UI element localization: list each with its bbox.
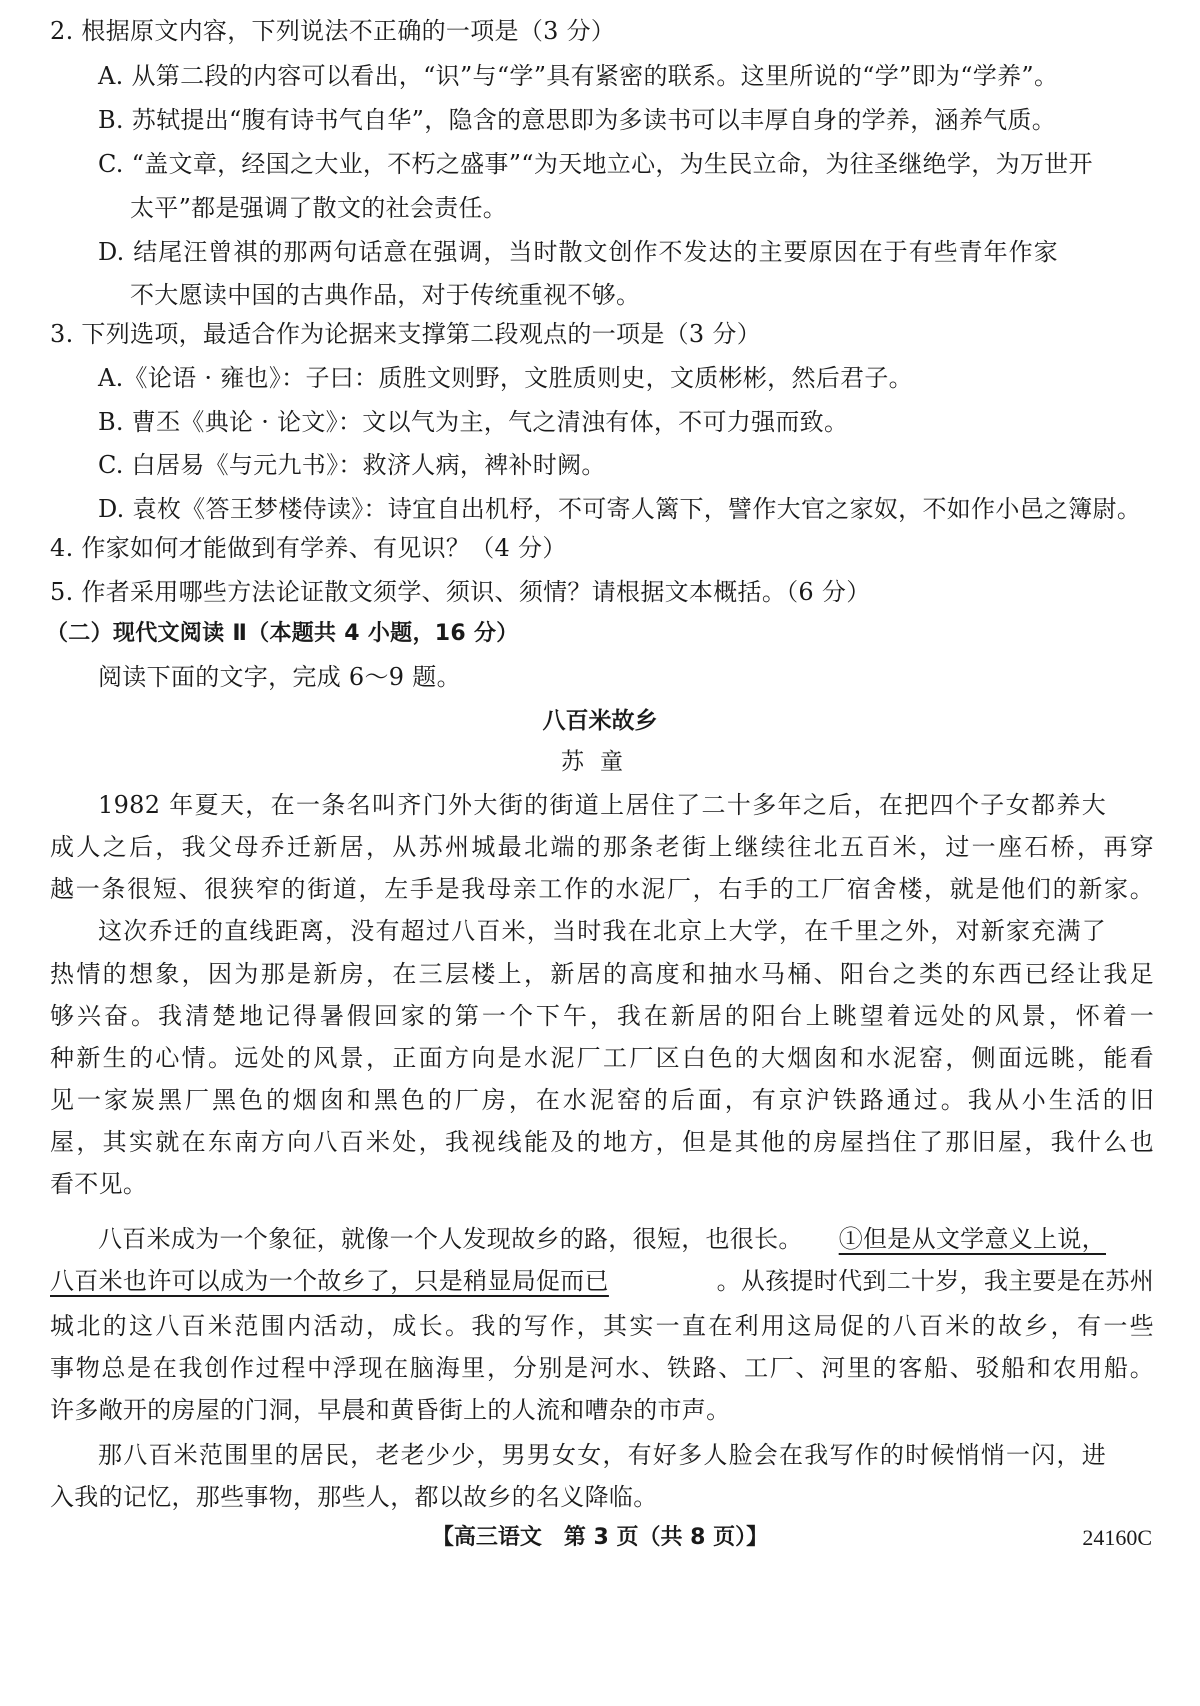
section-instruction: 阅读下面的文字，完成 6～9 题。 bbox=[98, 663, 461, 691]
question-3-stem: 3. 下列选项，最适合作为论据来支撑第二段观点的一项是（3 分） bbox=[50, 320, 762, 348]
p4-line-1: 那八百米范围里的居民，老老少少，男男女女，有好多人脸会在我写作的时候悄悄一闪，进 bbox=[98, 1441, 1106, 1469]
question-3-option-a: A.《论语 · 雍也》：子曰：质胜文则野，文胜质则史，文质彬彬，然后君子。 bbox=[98, 364, 913, 392]
question-3-option-c: C. 白居易《与元九书》：救济人病，裨补时阙。 bbox=[98, 451, 606, 479]
section-heading: （二）现代文阅读 Ⅱ（本题共 4 小题，16 分） bbox=[46, 621, 519, 646]
p2-line-4: 种新生的心情。远处的风景，正面方向是水泥厂工厂区白色的大烟囱和水泥窑，侧面远眺，能看 bbox=[50, 1044, 1154, 1072]
p3-line-3: 城北的这八百米范围内活动，成长。我的写作，其实一直在利用这局促的八百米的故乡，有一些 bbox=[50, 1312, 1154, 1340]
page-footer-label: 【高三语文 第 3 页（共 8 页）】 bbox=[431, 1525, 769, 1550]
p3-underlined-sentence-part2: 八百米也许可以成为一个故乡了，只是稍显局促而已 bbox=[50, 1267, 609, 1295]
question-2-option-c-line1: C. “盖文章，经国之大业，不朽之盛事”“为天地立心，为生民立命，为往圣继绝学，为万世开 bbox=[98, 150, 1093, 178]
question-5: 5. 作者采用哪些方法论证散文须学、须识、须情？请根据文本概括。（6 分） bbox=[50, 578, 871, 606]
p1-line-2: 成人之后，我父母乔迁新居，从苏州城最北端的那条老街上继续往北五百米，过一座石桥，再穿 bbox=[50, 833, 1154, 861]
article-author: 苏童 bbox=[561, 749, 639, 775]
question-2-option-d-line2: 不大愿读中国的古典作品，对于传统重视不够。 bbox=[130, 281, 641, 309]
p3-line-1-text: 八百米成为一个象征，就像一个人发现故乡的路，很短，也很长。 bbox=[98, 1225, 803, 1253]
p3-underlined-sentence-part1: ①但是从文学意义上说， bbox=[838, 1225, 1106, 1253]
p1-line-3: 越一条很短、很狭窄的街道，左手是我母亲工作的水泥厂，右手的工厂宿舍楼，就是他们的新家。 bbox=[50, 875, 1154, 903]
p3-line-2 bbox=[50, 1264, 1154, 1298]
p3-line-4: 事物总是在我创作过程中浮现在脑海里，分别是河水、铁路、工厂、河里的客船、驳船和农用船。 bbox=[50, 1354, 1154, 1382]
question-2-stem: 2. 根据原文内容，下列说法不正确的一项是（3 分） bbox=[50, 17, 616, 45]
p2-line-6: 屋，其实就在东南方向八百米处，我视线能及的地方，但是其他的房屋挡住了那旧屋，我什么也 bbox=[50, 1128, 1154, 1156]
question-2-option-b: B. 苏轼提出“腹有诗书气自华”，隐含的意思即为多读书可以丰厚自身的学养，涵养气质。 bbox=[98, 106, 1057, 134]
p1-line-1: 1982 年夏天，在一条名叫齐门外大街的街道上居住了二十多年之后，在把四个子女都养大 bbox=[98, 791, 1106, 819]
p2-line-2: 热情的想象，因为那是新房，在三层楼上，新居的高度和抽水马桶、阳台之类的东西已经让我足 bbox=[50, 960, 1154, 988]
question-2-option-c-line2: 太平”都是强调了散文的社会责任。 bbox=[130, 194, 508, 222]
article-title: 八百米故乡 bbox=[542, 708, 658, 734]
p4-line-2: 入我的记忆，那些事物，那些人，都以故乡的名义降临。 bbox=[50, 1483, 658, 1511]
p2-line-5: 见一家炭黑厂黑色的烟囱和黑色的厂房，在水泥窑的后面，有京沪铁路通过。我从小生活的旧 bbox=[50, 1086, 1154, 1114]
question-3-option-d: D. 袁枚《答王梦楼侍读》：诗宜自出机杼，不可寄人篱下，譬作大官之家奴，不如作小邑之簿尉。 bbox=[98, 495, 1142, 523]
p2-line-1: 这次乔迁的直线距离，没有超过八百米，当时我在北京上大学，在千里之外，对新家充满了 bbox=[98, 917, 1106, 945]
question-2-option-a: A. 从第二段的内容可以看出，“识”与“学”具有紧密的联系。这里所说的“学”即为“学养”。 bbox=[98, 62, 1059, 90]
p3-line-1 bbox=[98, 1222, 1106, 1256]
page-footer-code: 24160C bbox=[1082, 1525, 1152, 1550]
p2-line-7: 看不见。 bbox=[50, 1170, 148, 1198]
question-3-option-b: B. 曹丕《典论 · 论文》：文以气为主，气之清浊有体，不可力强而致。 bbox=[98, 408, 849, 436]
p3-line-2-text: 。从孩提时代到二十岁，我主要是在苏州 bbox=[716, 1267, 1154, 1295]
question-2-option-d-line1: D. 结尾汪曾祺的那两句话意在强调，当时散文创作不发达的主要原因在于有些青年作家 bbox=[98, 238, 1058, 266]
p2-line-3: 够兴奋。我清楚地记得暑假回家的第一个下午，我在新居的阳台上眺望着远处的风景，怀着一 bbox=[50, 1002, 1154, 1030]
p3-line-5: 许多敞开的房屋的门洞，早晨和黄昏街上的人流和嘈杂的市声。 bbox=[50, 1396, 731, 1424]
question-4: 4. 作家如何才能做到有学养、有见识？（4 分） bbox=[50, 534, 567, 562]
